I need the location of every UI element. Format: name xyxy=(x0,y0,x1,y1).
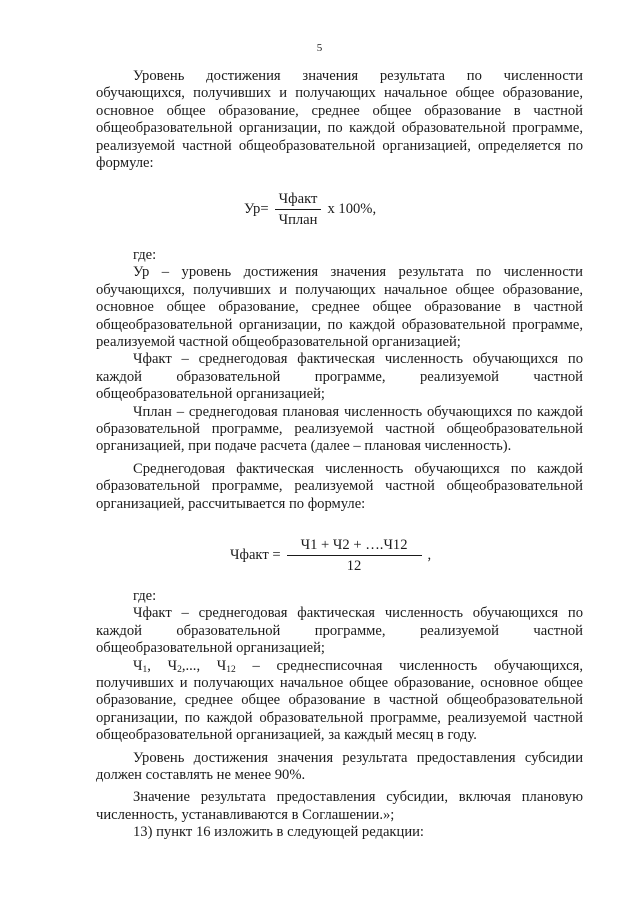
formula-level-lhs: Ур= xyxy=(244,200,269,217)
definitions-block-1 xyxy=(96,247,583,513)
formula-average-fraction xyxy=(287,537,422,574)
definitions-block-2 xyxy=(96,588,583,842)
formula-level-rhs: х 100%, xyxy=(327,200,377,217)
definition-chfakt-2: Чфакт – среднегодовая фактическая численность обучающихся по каждой образовательной программе, реализуемой частной общеобразовательной организацией; xyxy=(96,605,583,657)
formula-average xyxy=(230,537,431,574)
paragraph-level-threshold: Уровень достижения значения результата предоставления субсидии должен составлять не менее 90%. xyxy=(96,749,583,784)
paragraph-value-agreement: Значение результата предоставления субсидии, включая плановую численность, устанавливаются в Соглашении.»; xyxy=(96,789,583,823)
var-ch1-sub: 1 xyxy=(142,664,148,675)
formula-level xyxy=(244,191,376,228)
definition-ur: Ур – уровень достижения значения результата по численности обучающихся, получивших и получающих начальное общее образование, основное общее образование, среднее общее образование в частной общеобразовательной организации, по каждой образовательной программе, реализуемой частной общеобразовательной организацией; xyxy=(96,264,583,351)
var-ch2-sub: 2 xyxy=(177,664,182,675)
paragraph-intro: Уровень достижения значения результата по численности обучающихся, получивших и получающих начальное общее образование, основное общее образование, среднее общее образование в частной общеобразовательной организации, по каждой образовательной программе, реализуемой частной общеобразовательной организацией, определяется по формуле: xyxy=(96,68,583,172)
where-label-2: где: xyxy=(133,588,157,604)
formula-level-denominator: Чплан xyxy=(278,212,318,228)
var-ch1: Ч xyxy=(133,657,143,674)
definition-monthly-counts xyxy=(96,658,583,745)
definition-chfakt: Чфакт – среднегодовая фактическая численность обучающихся по каждой образовательной программе, реализуемой частной общеобразовательной организацией; xyxy=(96,351,583,403)
page-number: 5 xyxy=(316,42,323,54)
formula-level-fraction xyxy=(275,191,322,228)
where-label-1: где: xyxy=(133,247,157,263)
paragraph-item-13: 13) пункт 16 изложить в следующей редакции: xyxy=(133,824,424,841)
var-ch12: ,..., Ч xyxy=(181,657,227,674)
formula-level-numerator: Чфакт xyxy=(275,191,322,210)
formula-average-rhs: , xyxy=(427,546,432,563)
var-ch12-sub: 12 xyxy=(226,664,236,675)
formula-average-denominator: 12 xyxy=(346,558,362,574)
formula-average-numerator: Ч1 + Ч2 + ….Ч12 xyxy=(287,537,422,556)
intro-block xyxy=(96,68,583,172)
definition-chplan: Чплан – среднегодовая плановая численность обучающихся по каждой образовательной программе, реализуемой частной общеобразовательной организацией, при подаче расчета (далее – плановая численность). xyxy=(96,403,583,455)
paragraph-average: Среднегодовая фактическая численность обучающихся по каждой образовательной программе, реализуемой частной общеобразовательной организацией, рассчитывается по формуле: xyxy=(96,460,583,512)
formula-average-lhs: Чфакт = xyxy=(230,546,281,563)
definition-monthly-text: – среднесписочная численность обучающихся, получивших и получающих начальное общее образование, основное общее образование, среднее общее образование в частной общеобразовательной организации, по каждой образовательной программе, реализуемой частной общеобразовательной организацией, за каждый месяц в году. xyxy=(96,657,583,744)
var-ch2: , Ч xyxy=(147,657,178,674)
